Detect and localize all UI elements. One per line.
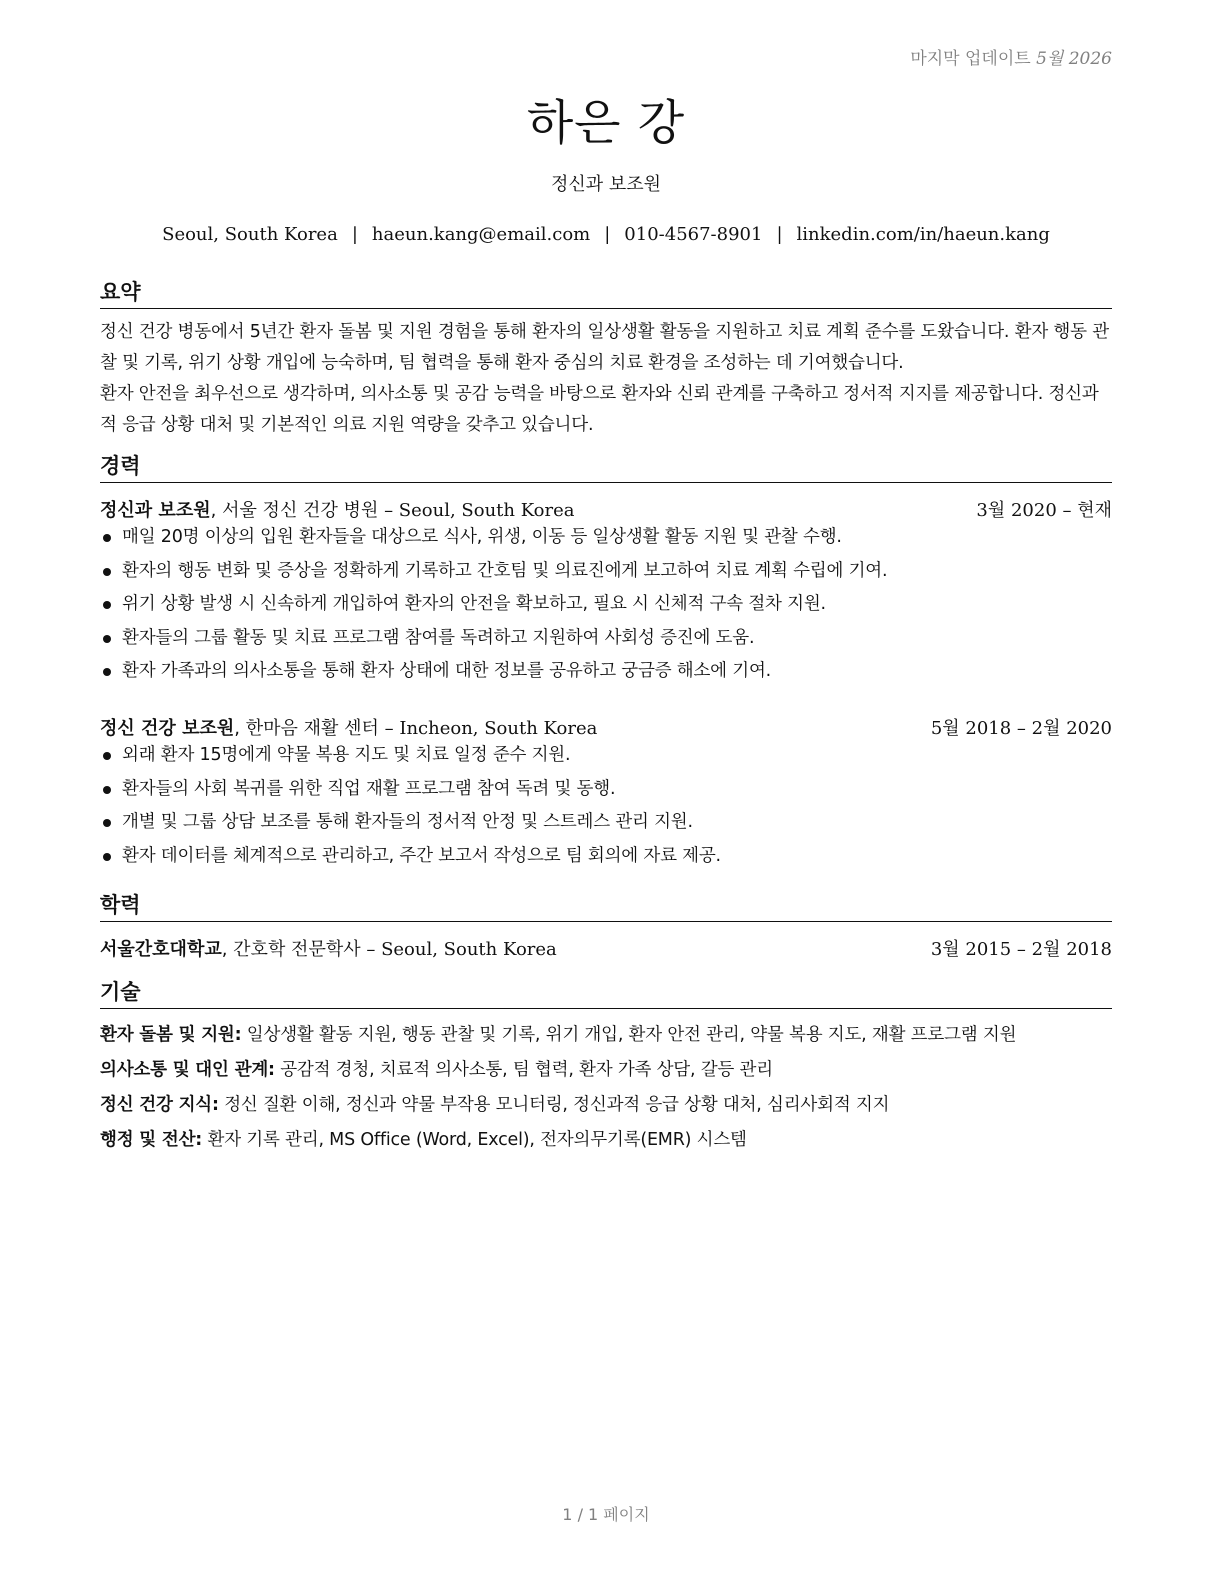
list-item: 환자들의 사회 복귀를 위한 직업 재활 프로그램 참여 독려 및 동행. — [100, 773, 1112, 807]
skill-label: 의사소통 및 대인 관계: — [100, 1060, 275, 1080]
candidate-role: 정신과 보조원 — [550, 174, 662, 195]
education-dates: 3월 2015 – 2월 2018 — [930, 939, 1112, 960]
list-item: 환자 데이터를 체계적으로 관리하고, 주간 보고서 작성으로 팀 회의에 자료 제공. — [100, 840, 1112, 874]
education-degree: 간호학 전문학사 — [233, 939, 361, 960]
list-item: 환자의 행동 변화 및 증상을 정확하게 기록하고 간호팀 및 의료진에게 보고하여 치료 계획 수립에 기여. — [100, 555, 1112, 589]
skill-label: 행정 및 전산: — [100, 1130, 203, 1150]
education-heading: 학력 — [100, 889, 1112, 922]
skill-line — [100, 1091, 1112, 1116]
list-item: 환자들의 그룹 활동 및 치료 프로그램 참여를 독려하고 지원하여 사회성 증진에 도움. — [100, 622, 1112, 656]
list-item: 외래 환자 15명에게 약물 복용 지도 및 치료 일정 준수 지원. — [100, 739, 1112, 773]
last-updated-label: 마지막 업데이트 — [910, 49, 1031, 69]
contact-line — [100, 224, 1112, 245]
skill-value: 정신 질환 이해, 정신과 약물 부작용 모니터링, 정신과적 응급 상황 대처, 심리사회적 지지 — [224, 1095, 890, 1115]
job-header: 정신과 보조원, 서울 정신 건강 병원 – Seoul, South Korea 3월 2020 – 현재 — [100, 496, 1112, 522]
skill-value: 일상생활 활동 지원, 행동 관찰 및 기록, 위기 개입, 환자 안전 관리, 약물 복용 지도, 재활 프로그램 지원 — [246, 1025, 1017, 1045]
job-dates: 5월 2018 – 2월 2020 — [930, 718, 1112, 739]
candidate-name: 하은 강 — [526, 95, 686, 151]
skill-label: 정신 건강 지식: — [100, 1095, 219, 1115]
contact-location: Seoul, South Korea — [162, 224, 338, 245]
education-entry: 서울간호대학교, 간호학 전문학사 – Seoul, South Korea 3월 2015 – 2월 2018 — [100, 935, 1112, 961]
job-location: Incheon, South Korea — [399, 718, 598, 739]
list-item: 위기 상황 발생 시 신속하게 개입하여 환자의 안전을 확보하고, 필요 시 신체적 구속 절차 지원. — [100, 588, 1112, 622]
job-location: Seoul, South Korea — [398, 500, 575, 521]
skill-line — [100, 1056, 1112, 1081]
contact-email[interactable]: haeun.kang@email.com — [371, 224, 591, 245]
skill-line — [100, 1021, 1112, 1046]
contact-separator: | — [604, 224, 611, 245]
summary-paragraph: 환자 안전을 최우선으로 생각하며, 의사소통 및 공감 능력을 바탕으로 환자와 신뢰 관계를 구축하고 정서적 지지를 제공합니다. 정신과적 응급 상황 대처 및 기본적인 의료 지원 역량을 갖추고 있습니다. — [100, 384, 1099, 435]
job-employer: 서울 정신 건강 병원 — [222, 500, 379, 521]
last-updated — [910, 44, 1112, 69]
summary-paragraph: 정신 건강 병동에서 5년간 환자 돌봄 및 지원 경험을 통해 환자의 일상생활 활동을 지원하고 치료 계획 준수를 도왔습니다. 환자 행동 관찰 및 기록, 위기 상황 개입에 능숙하며, 팀 협력을 통해 환자 중심의 치료 환경을 조성하는 데 기여했습니다. — [100, 322, 1109, 373]
skill-value: 환자 기록 관리, MS Office (Word, Excel), 전자의무기록(EMR) 시스템 — [207, 1130, 747, 1150]
contact-phone: 010-4567-8901 — [624, 224, 763, 245]
skill-value: 공감적 경청, 치료적 의사소통, 팀 협력, 환자 가족 상담, 갈등 관리 — [280, 1060, 773, 1080]
job-position: 정신과 보조원 — [100, 500, 211, 521]
skills-heading: 기술 — [100, 976, 1112, 1009]
skill-line — [100, 1126, 1112, 1151]
contact-linkedin[interactable]: linkedin.com/in/haeun.kang — [796, 224, 1050, 245]
contact-separator: | — [776, 224, 783, 245]
last-updated-date: 5월 2026 — [1036, 49, 1112, 69]
education-location: Seoul, South Korea — [381, 939, 557, 960]
job-dates: 3월 2020 – 현재 — [976, 500, 1112, 521]
job-employer: 한마음 재활 센터 — [245, 718, 379, 739]
job-bullet-list — [100, 521, 1112, 689]
list-item: 환자 가족과의 의사소통을 통해 환자 상태에 대한 정보를 공유하고 궁금증 해소에 기여. — [100, 655, 1112, 689]
skill-label: 환자 돌봄 및 지원: — [100, 1025, 242, 1045]
list-item: 개별 및 그룹 상담 보조를 통해 환자들의 정서적 안정 및 스트레스 관리 지원. — [100, 806, 1112, 840]
job-bullet-list — [100, 739, 1112, 873]
education-school: 서울간호대학교 — [100, 939, 222, 960]
summary-heading: 요약 — [100, 276, 1112, 309]
resume-page — [100, 0, 1112, 1584]
page-number: 1 / 1 페이지 — [562, 1505, 650, 1524]
experience-heading: 경력 — [100, 450, 1112, 483]
list-item: 매일 20명 이상의 입원 환자들을 대상으로 식사, 위생, 이동 등 일상생활 활동 지원 및 관찰 수행. — [100, 521, 1112, 555]
job-header: 정신 건강 보조원, 한마음 재활 센터 – Incheon, South Korea 5월 2018 – 2월 2020 — [100, 714, 1112, 740]
job-position: 정신 건강 보조원 — [100, 718, 235, 739]
contact-separator: | — [351, 224, 358, 245]
